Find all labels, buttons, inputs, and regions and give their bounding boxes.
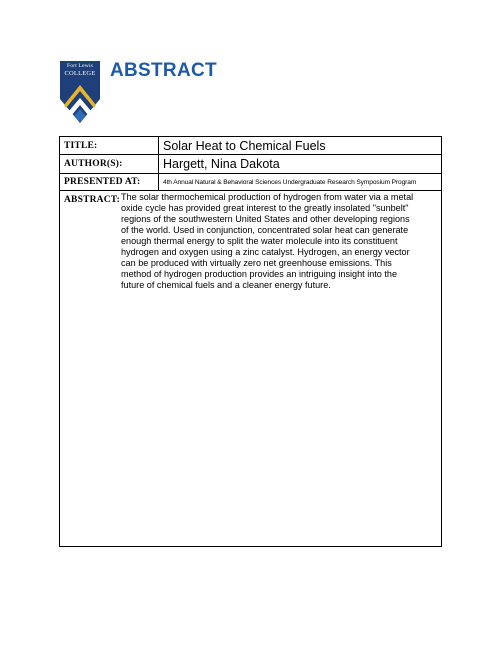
logo-line-1: Fort Lewis	[67, 63, 93, 69]
presented-value: 4th Annual Natural & Behavioral Sciences Undergraduate Research Symposium Program	[163, 178, 417, 186]
abstract-form	[59, 136, 442, 547]
title-row	[60, 137, 441, 155]
title-label: TITLE:	[60, 137, 159, 154]
author-label: AUTHOR(S):	[60, 155, 159, 173]
author-row	[60, 155, 441, 174]
page-heading: ABSTRACT	[110, 60, 217, 81]
presented-label: PRESENTED AT:	[60, 174, 159, 190]
title-value: Solar Heat to Chemical Fuels	[163, 138, 326, 153]
abstract-text: The solar thermochemical production of hydrogen from water via a metal oxide cycle has provided great interest to the greatly insolated "sunbelt" regions of the southwestern United States and other developing regions of the world. Used in conjunction, concentrated solar heat can generate enough thermal energy to split the water molecule into its constituent hydrogen and oxygen using a zinc catalyst. Hydrogen, an energy vector can be produced with virtually zero net greenhouse emissions. This method of hydrogen production provides an intriguing insight into the future of chemical fuels and a cleaner energy future.	[121, 192, 414, 290]
college-logo	[60, 61, 100, 123]
abstract-label: ABSTRACT:	[64, 195, 120, 205]
author-value: Hargett, Nina Dakota	[163, 157, 280, 171]
logo-line-2: COLLEGE	[64, 70, 96, 77]
presented-row	[60, 174, 441, 191]
